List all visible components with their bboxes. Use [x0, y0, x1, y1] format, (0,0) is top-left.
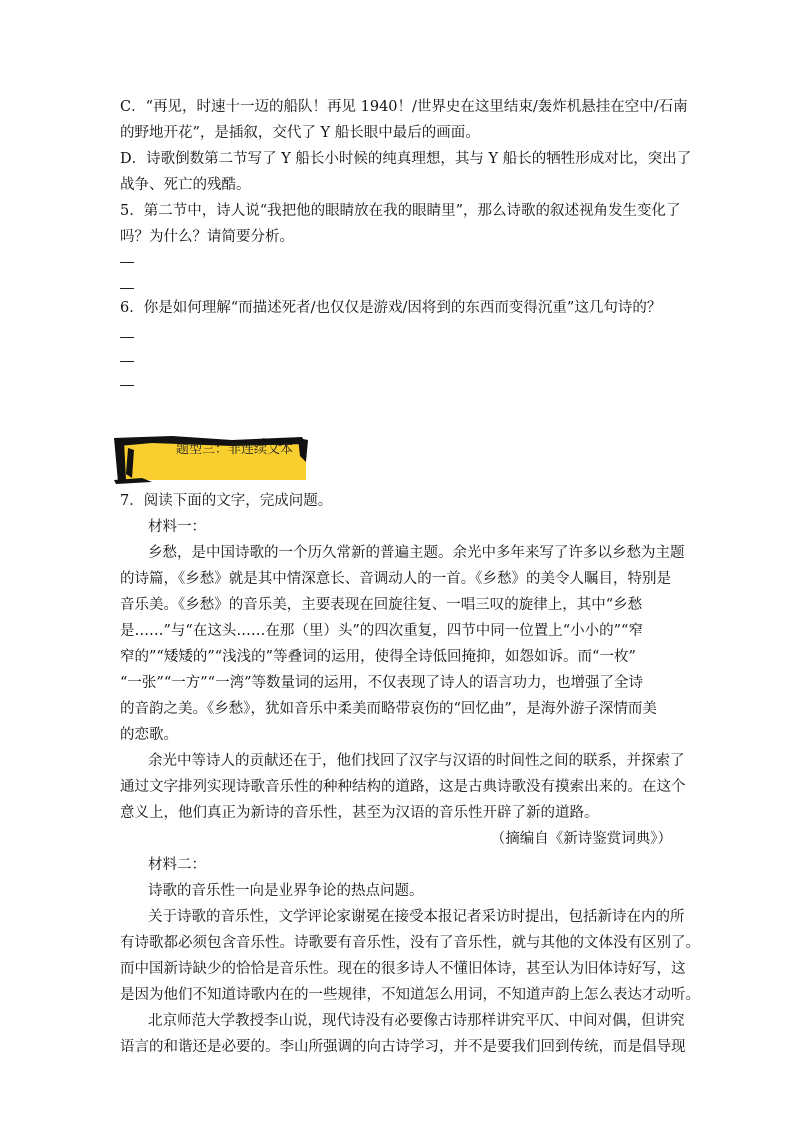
question-5-line-1: 5．第二节中，诗人说“我把他的眼睛放在我的眼睛里”，那么诗歌的叙述视角发生变化了: [120, 203, 681, 219]
material-1-paragraph-1-line: 的音韵之美。《乡愁》，犹如音乐中柔美而略带哀伤的“回忆曲”，是海外游子深情而美: [120, 701, 657, 717]
material-2-paragraph-3-line: 北京师范大学教授李山说，现代诗没有必要像古诗那样讲究平仄、中间对偶，但讲究: [148, 1013, 685, 1029]
material-2-paragraph-3-line: 语言的和谐还是必要的。李山所强调的向古诗学习，并不是要我们回到传统，而是倡导现: [120, 1039, 686, 1055]
option-c-line-1: C．“再见，时速十一迈的船队！再见 1940！/世界史在这里结束/轰炸机悬挂在空中/石南: [120, 99, 688, 115]
question-6: 6．你是如何理解“而描述死者/也仅仅是游戏/因将到的东西而变得沉重”这几句诗的？: [120, 300, 662, 316]
material-1-paragraph-1-line: 窄的”“矮矮的”“浅浅的”等叠词的运用，使得全诗低回掩抑，如怨如诉。而“一枚”: [120, 649, 636, 665]
option-d-line-2: 战争、死亡的残酷。: [120, 177, 251, 193]
material-1-paragraph-1-line: 是……”与“在这头……在那（里）头”的四次重复，四节中同一位置上“小小的”“窄: [120, 623, 643, 639]
question-5-line-2: 吗？为什么？请简要分析。: [120, 229, 294, 245]
section-title: 题型三：非连续文本: [176, 442, 294, 457]
material-1-paragraph-1-line: “一张”“一方”“一湾”等数量词的运用，不仅表现了诗人的语言功力，也增强了全诗: [120, 675, 643, 691]
material-2-label: 材料二：: [148, 857, 206, 873]
answer-blank[interactable]: [120, 262, 134, 263]
material-2-paragraph-2-line: 关于诗歌的音乐性，文学评论家谢冕在接受本报记者采访时提出，包括新诗在内的所: [148, 909, 685, 925]
material-2-paragraph-1: 诗歌的音乐性一向是业界争论的热点问题。: [148, 883, 424, 899]
material-2-paragraph-2-line: 是因为他们不知道诗歌内在的一些规律，不知道怎么用词，不知道声韵上怎么表达才动听。: [120, 987, 700, 1003]
material-2-paragraph-2-line: 有诗歌都必须包含音乐性。诗歌要有音乐性，没有了音乐性，就与其他的文体没有区别了。: [120, 935, 700, 951]
answer-blank[interactable]: [120, 361, 134, 362]
option-d-line-1: D．诗歌倒数第二节写了 Y 船长小时候的纯真理想，其与 Y 船长的牺牲形成对比，突出了: [120, 151, 692, 167]
material-1-source: （摘编自《新诗鉴赏词典》）: [490, 831, 672, 847]
material-1-paragraph-1-line: 音乐美。《乡愁》的音乐美，主要表现在回旋往复、一唱三叹的旋律上，其中“乡愁: [120, 597, 643, 613]
material-1-label: 材料一：: [148, 519, 206, 535]
answer-blank[interactable]: [120, 385, 134, 386]
material-1-paragraph-2-line: 意义上，他们真正为新诗的音乐性，甚至为汉语的音乐性开辟了新的道路。: [120, 805, 599, 821]
answer-blank[interactable]: [120, 337, 134, 338]
question-7: 7．阅读下面的文字，完成问题。: [120, 493, 333, 509]
answer-blank[interactable]: [120, 288, 134, 289]
section-banner: [112, 434, 308, 484]
material-1-paragraph-2-line: 通过文字排列实现诗歌音乐性的种种结构的道路，这是古典诗歌没有摸索出来的。在这个: [120, 779, 686, 795]
material-1-paragraph-1-line: 的诗篇，《乡愁》就是其中情深意长、音调动人的一首。《乡愁》的美令人瞩目，特别是: [120, 571, 671, 587]
material-2-paragraph-2-line: 而中国新诗缺少的恰恰是音乐性。现在的很多诗人不懂旧体诗，甚至认为旧体诗好写，这: [120, 961, 686, 977]
material-1-paragraph-1-line: 的恋歌。: [120, 727, 178, 743]
material-1-paragraph-2-line: 余光中等诗人的贡献还在于，他们找回了汉字与汉语的时间性之间的联系，并探索了: [148, 753, 685, 769]
material-1-paragraph-1-line: 乡愁，是中国诗歌的一个历久常新的普遍主题。余光中多年来写了许多以乡愁为主题: [148, 545, 685, 561]
option-c-line-2: 的野地开花”，是插叙，交代了 Y 船长眼中最后的画面。: [120, 125, 480, 141]
